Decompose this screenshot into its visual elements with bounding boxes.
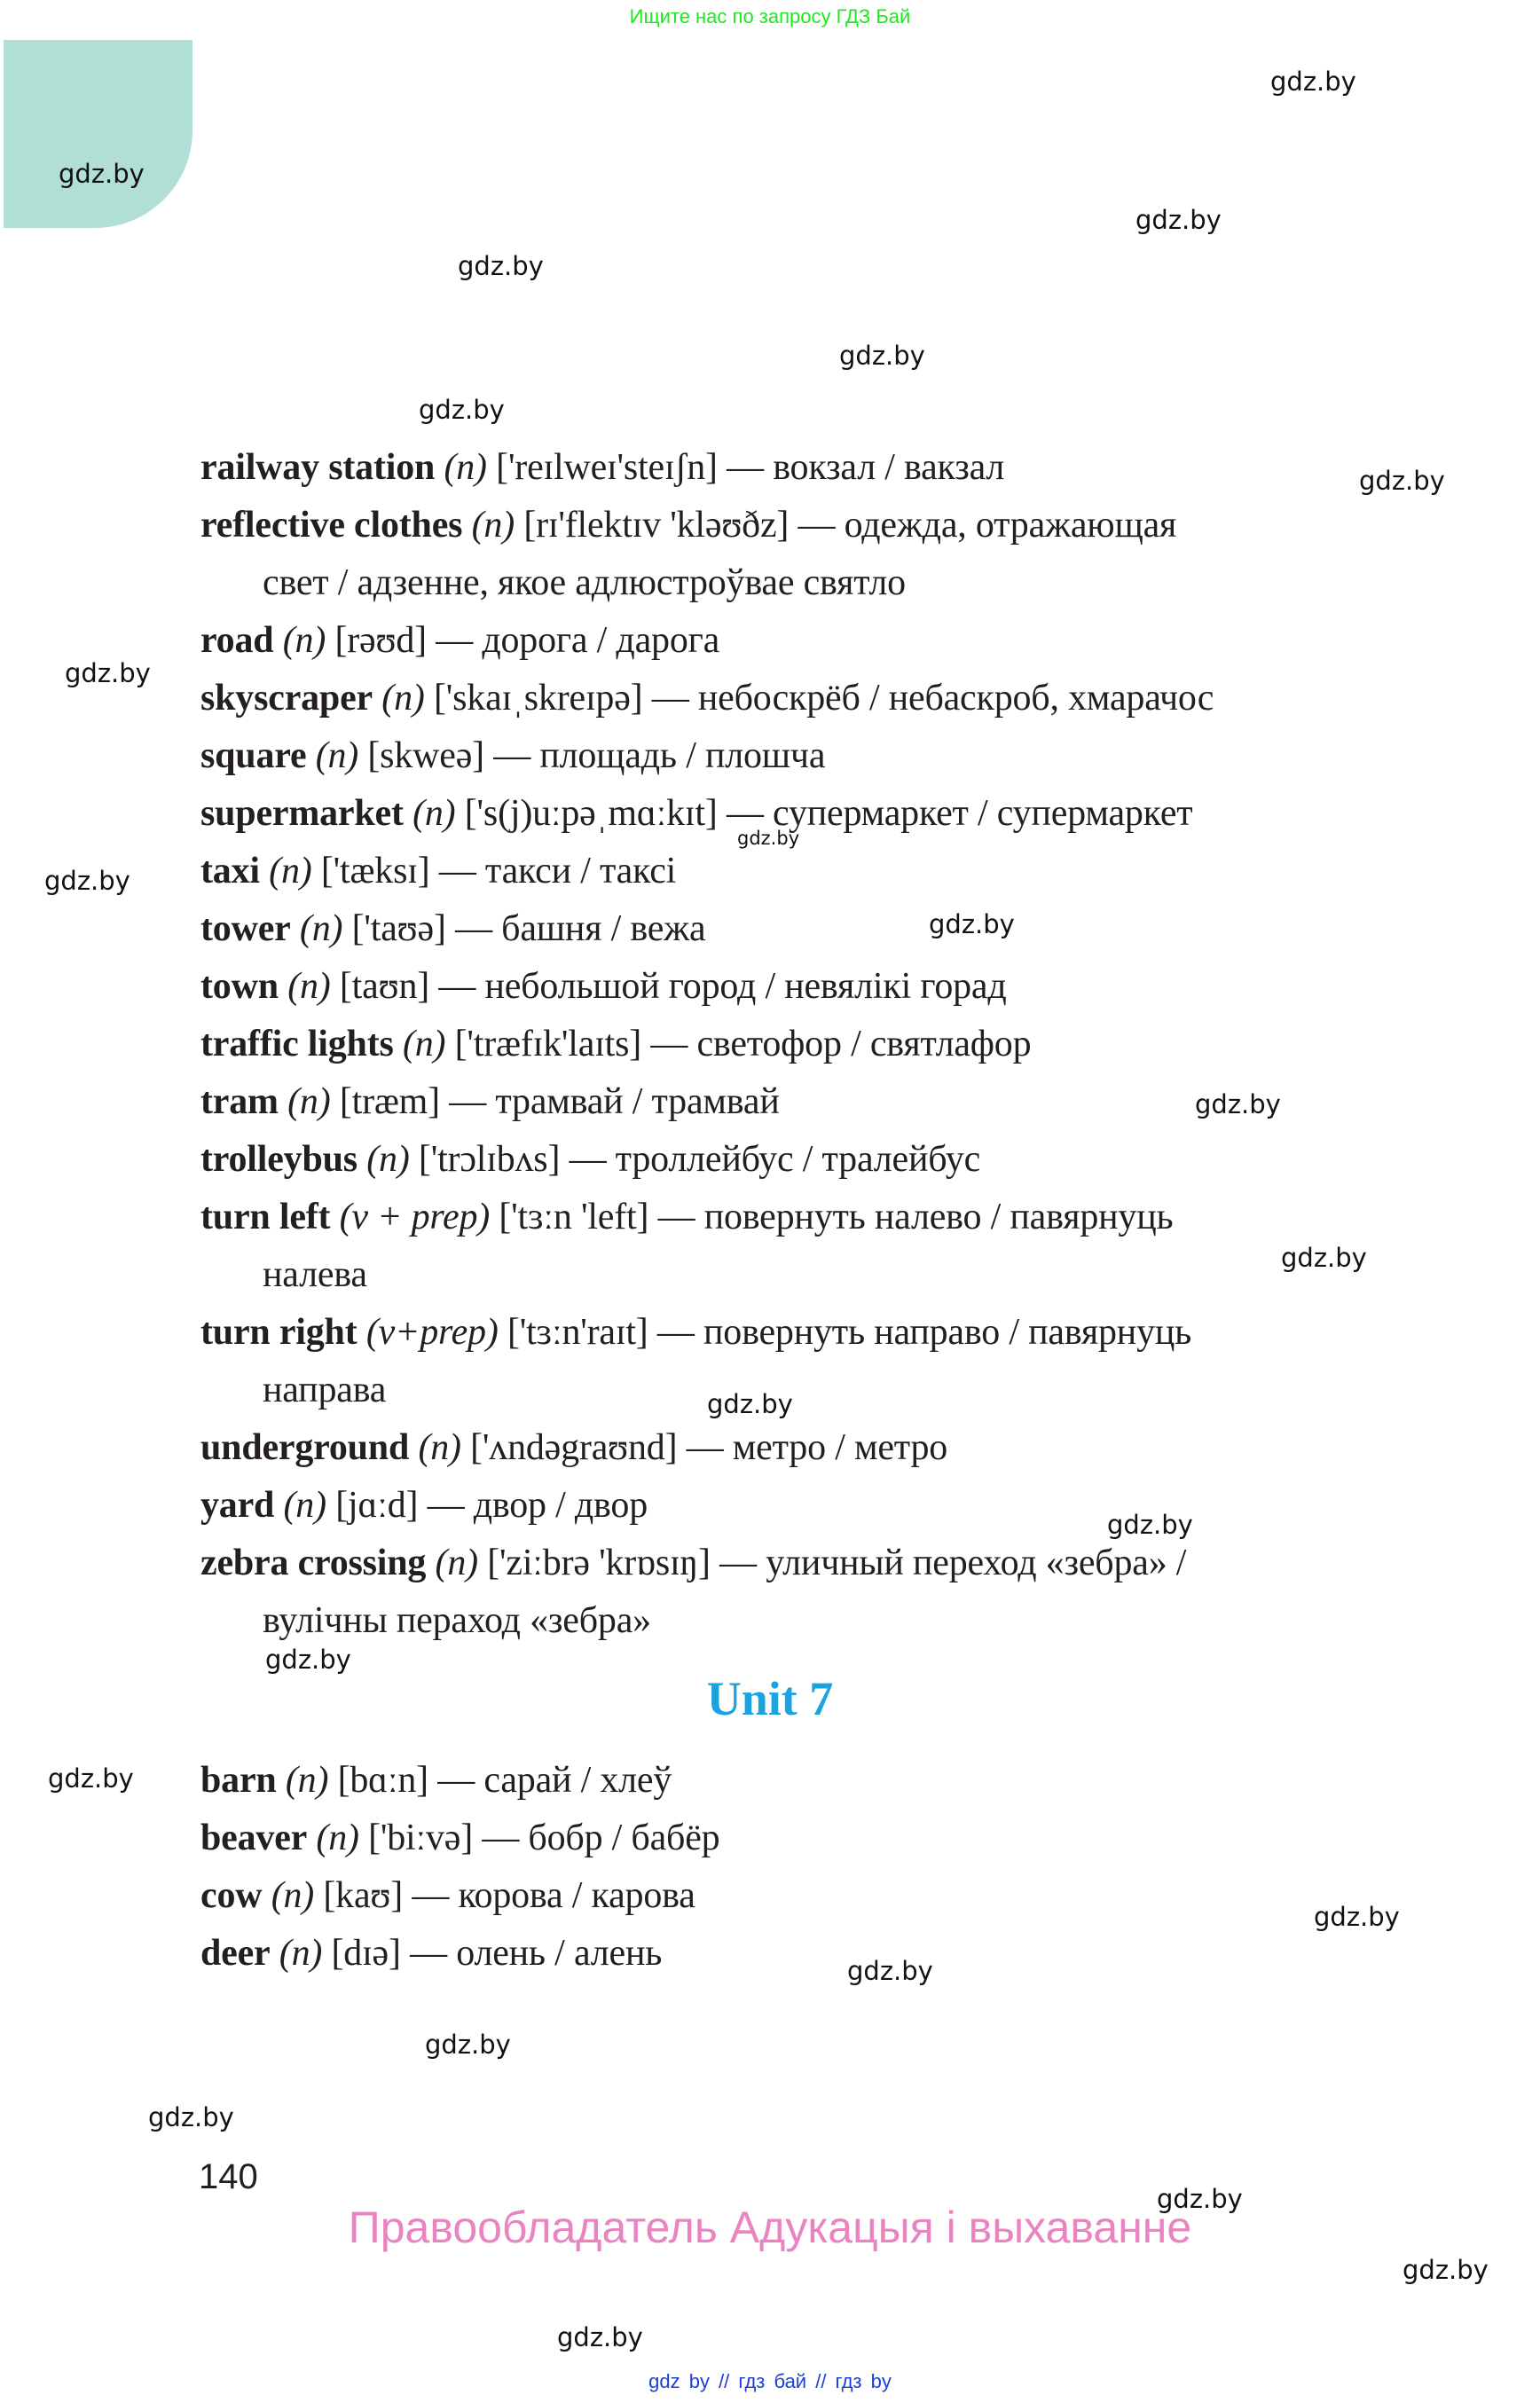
vocabulary-list-unit-7: [200, 1752, 1425, 1986]
vocabulary-entry: [200, 727, 1425, 785]
watermark: gdz.by: [1135, 205, 1222, 235]
transcription: [bɑːn]: [337, 1760, 428, 1801]
transcription: ['reɪlweɪ'steɪʃn]: [496, 447, 718, 488]
translation: — бобр / бабёр: [482, 1818, 720, 1858]
vocabulary-entry: [200, 1867, 1425, 1925]
part-of-speech: (n): [402, 1024, 446, 1064]
transcription: [jɑːd]: [335, 1485, 419, 1526]
transcription: [taʊn]: [339, 966, 430, 1007]
transcription: ['ʌndəgraʊnd]: [470, 1427, 678, 1468]
vocabulary-list-unit-6: [200, 439, 1425, 1650]
entry-word: tram: [200, 1081, 279, 1122]
translation: — троллейбус / тралейбус: [569, 1139, 981, 1180]
part-of-speech: (n): [316, 1818, 359, 1858]
entry-word: square: [200, 735, 307, 776]
watermark: gdz.by: [1195, 1089, 1281, 1119]
vocabulary-entry: [200, 670, 1425, 727]
watermark: gdz.by: [1270, 67, 1356, 97]
corner-tab-decoration: [4, 40, 192, 228]
vocabulary-entry-continuation: вулічны пераход «зебра»: [263, 1600, 651, 1641]
watermark: gdz.by: [1359, 466, 1445, 496]
translation: — светофор / святлафор: [650, 1024, 1032, 1064]
entry-word: railway station: [200, 447, 436, 488]
translation: — трамвай / трамвай: [449, 1081, 780, 1122]
entry-word: zebra crossing: [200, 1543, 427, 1583]
watermark: gdz.by: [458, 251, 544, 281]
watermark: gdz.by: [425, 2030, 511, 2060]
vocabulary-entry: [200, 1304, 1425, 1362]
transcription: ['biːvə]: [368, 1818, 474, 1858]
watermark: gdz.by: [48, 1763, 134, 1794]
vocabulary-entry: [200, 1535, 1425, 1592]
transcription: [dɪə]: [331, 1933, 401, 1974]
vocabulary-entry: [200, 1419, 1425, 1477]
transcription: [træm]: [339, 1081, 440, 1122]
entry-word: road: [200, 620, 274, 661]
entry-word: turn right: [200, 1312, 358, 1353]
translation: — дорога / дарога: [436, 620, 720, 661]
part-of-speech: (n): [418, 1427, 461, 1468]
watermark: gdz.by: [737, 828, 800, 849]
vocabulary-entry: [200, 1810, 1425, 1867]
part-of-speech: (n): [285, 1760, 329, 1801]
watermark: gdz.by: [839, 341, 925, 371]
entry-word: reflective clothes: [200, 505, 463, 546]
part-of-speech: (n): [381, 678, 425, 719]
transcription: [rəʊd]: [334, 620, 427, 661]
entry-word: skyscraper: [200, 678, 373, 719]
entry-word: traffic lights: [200, 1024, 394, 1064]
vocabulary-entry: [200, 785, 1425, 843]
transcription: ['trɔlɪbʌs]: [418, 1139, 561, 1180]
part-of-speech: (n): [279, 1933, 323, 1974]
transcription: [rɪ'flektɪv 'kləʊðz]: [523, 505, 790, 546]
part-of-speech: (n): [271, 1875, 315, 1916]
entry-word: yard: [200, 1485, 275, 1526]
translation: — метро / метро: [686, 1427, 948, 1468]
part-of-speech: (n): [471, 505, 515, 546]
entry-word: underground: [200, 1427, 410, 1468]
unit-heading: Unit 7: [706, 1672, 834, 1725]
part-of-speech: (n): [366, 1139, 410, 1180]
vocabulary-entry: [200, 900, 1425, 958]
part-of-speech: (n): [287, 966, 331, 1007]
transcription: ['s(j)uːpəˌmɑːkɪt]: [464, 793, 718, 834]
entry-word: cow: [200, 1875, 263, 1916]
translation: — небоскрёб / небаскроб, хмарачос: [651, 678, 1214, 719]
watermark: gdz.by: [847, 1956, 933, 1986]
translation: — повернуть налево / павярнуць: [657, 1197, 1174, 1237]
watermark: gdz.by: [65, 658, 151, 688]
part-of-speech: (n): [269, 851, 312, 891]
translation: — олень / алень: [410, 1933, 663, 1974]
translation: — двор / двор: [427, 1485, 648, 1526]
vocabulary-entry: [200, 1189, 1425, 1246]
part-of-speech: (n): [435, 1543, 478, 1583]
watermark: gdz.by: [44, 866, 130, 896]
watermark: gdz.by: [557, 2322, 643, 2352]
part-of-speech: (n): [315, 735, 359, 776]
transcription: [skweə]: [367, 735, 484, 776]
vocabulary-entry: [200, 843, 1425, 900]
part-of-speech: (n): [283, 1485, 326, 1526]
translation: — вокзал / вакзал: [727, 447, 1005, 488]
vocabulary-entry-continuation: направа: [263, 1370, 387, 1410]
watermark: gdz.by: [148, 2102, 234, 2132]
part-of-speech: (v + prep): [339, 1197, 491, 1237]
entry-word: deer: [200, 1933, 271, 1974]
transcription: ['træfɪk'laɪts]: [454, 1024, 642, 1064]
transcription: ['tæksɪ]: [320, 851, 430, 891]
translation: — уличный переход «зебра» /: [719, 1543, 1187, 1583]
footer-links[interactable]: gdz by // гдз бай // гдз by: [648, 2370, 892, 2392]
part-of-speech: (n): [444, 447, 487, 488]
part-of-speech: (n): [287, 1081, 331, 1122]
entry-word: taxi: [200, 851, 260, 891]
entry-word: tower: [200, 908, 291, 949]
entry-word: barn: [200, 1760, 277, 1801]
vocabulary-entry: [200, 439, 1425, 497]
translation: — повернуть направо / павярнуць: [656, 1312, 1192, 1353]
translation: — супермаркет / супермаркет: [726, 793, 1193, 834]
watermark: gdz.by: [59, 159, 145, 189]
translation: — такси / таксі: [438, 851, 677, 891]
translation: — небольшой город / невялікі горад: [438, 966, 1007, 1007]
part-of-speech: (n): [412, 793, 456, 834]
vocabulary-entry: [200, 1925, 1425, 1986]
transcription: [kaʊ]: [323, 1875, 404, 1916]
vocabulary-entry: [200, 1131, 1425, 1189]
transcription: ['taʊə]: [351, 908, 446, 949]
search-banner: Ищите нас по запросу ГДЗ Бай: [629, 5, 911, 27]
transcription: ['skaɪˌskreɪpə]: [433, 678, 643, 719]
watermark: gdz.by: [1314, 1902, 1400, 1932]
part-of-speech: (n): [282, 620, 326, 661]
watermark: gdz.by: [1402, 2255, 1489, 2285]
vocabulary-entry-continuation: налева: [263, 1254, 367, 1295]
vocabulary-entry: [200, 1477, 1425, 1535]
entry-word: town: [200, 966, 279, 1007]
watermark: gdz.by: [419, 395, 505, 425]
watermark: gdz.by: [929, 909, 1015, 939]
watermark: gdz.by: [1107, 1510, 1193, 1540]
translation: — одежда, отражающая: [798, 505, 1177, 546]
watermark: gdz.by: [1281, 1243, 1367, 1273]
vocabulary-entry-continuation: свет / адзенне, якое адлюстроўвае святло: [263, 562, 906, 603]
watermark: gdz.by: [1157, 2184, 1243, 2214]
vocabulary-entry: [200, 1016, 1425, 1073]
entry-word: turn left: [200, 1197, 331, 1237]
entry-word: trolleybus: [200, 1139, 358, 1180]
page-number: 140: [199, 2157, 258, 2196]
translation: — корова / карова: [412, 1875, 695, 1916]
part-of-speech: (v+prep): [365, 1312, 499, 1353]
vocabulary-entry: [200, 958, 1425, 1016]
rights-holder-notice: Правообладатель Адукацыя і выхаванне: [348, 2203, 1192, 2252]
vocabulary-entry: [200, 497, 1425, 554]
vocabulary-entry: [200, 1073, 1425, 1131]
part-of-speech: (n): [299, 908, 343, 949]
watermark: gdz.by: [265, 1645, 351, 1675]
translation: — площадь / плошча: [493, 735, 826, 776]
translation: — башня / вежа: [455, 908, 706, 949]
translation: — сарай / хлеў: [437, 1760, 672, 1801]
transcription: ['ziːbrə 'krɒsɪŋ]: [487, 1543, 711, 1583]
vocabulary-entry: [200, 612, 1425, 670]
transcription: ['tɜːn'raɪt]: [507, 1312, 648, 1353]
entry-word: supermarket: [200, 793, 404, 834]
transcription: ['tɜːn 'left]: [499, 1197, 649, 1237]
watermark: gdz.by: [707, 1389, 793, 1419]
entry-word: beaver: [200, 1818, 308, 1858]
vocabulary-entry: [200, 1752, 1425, 1810]
